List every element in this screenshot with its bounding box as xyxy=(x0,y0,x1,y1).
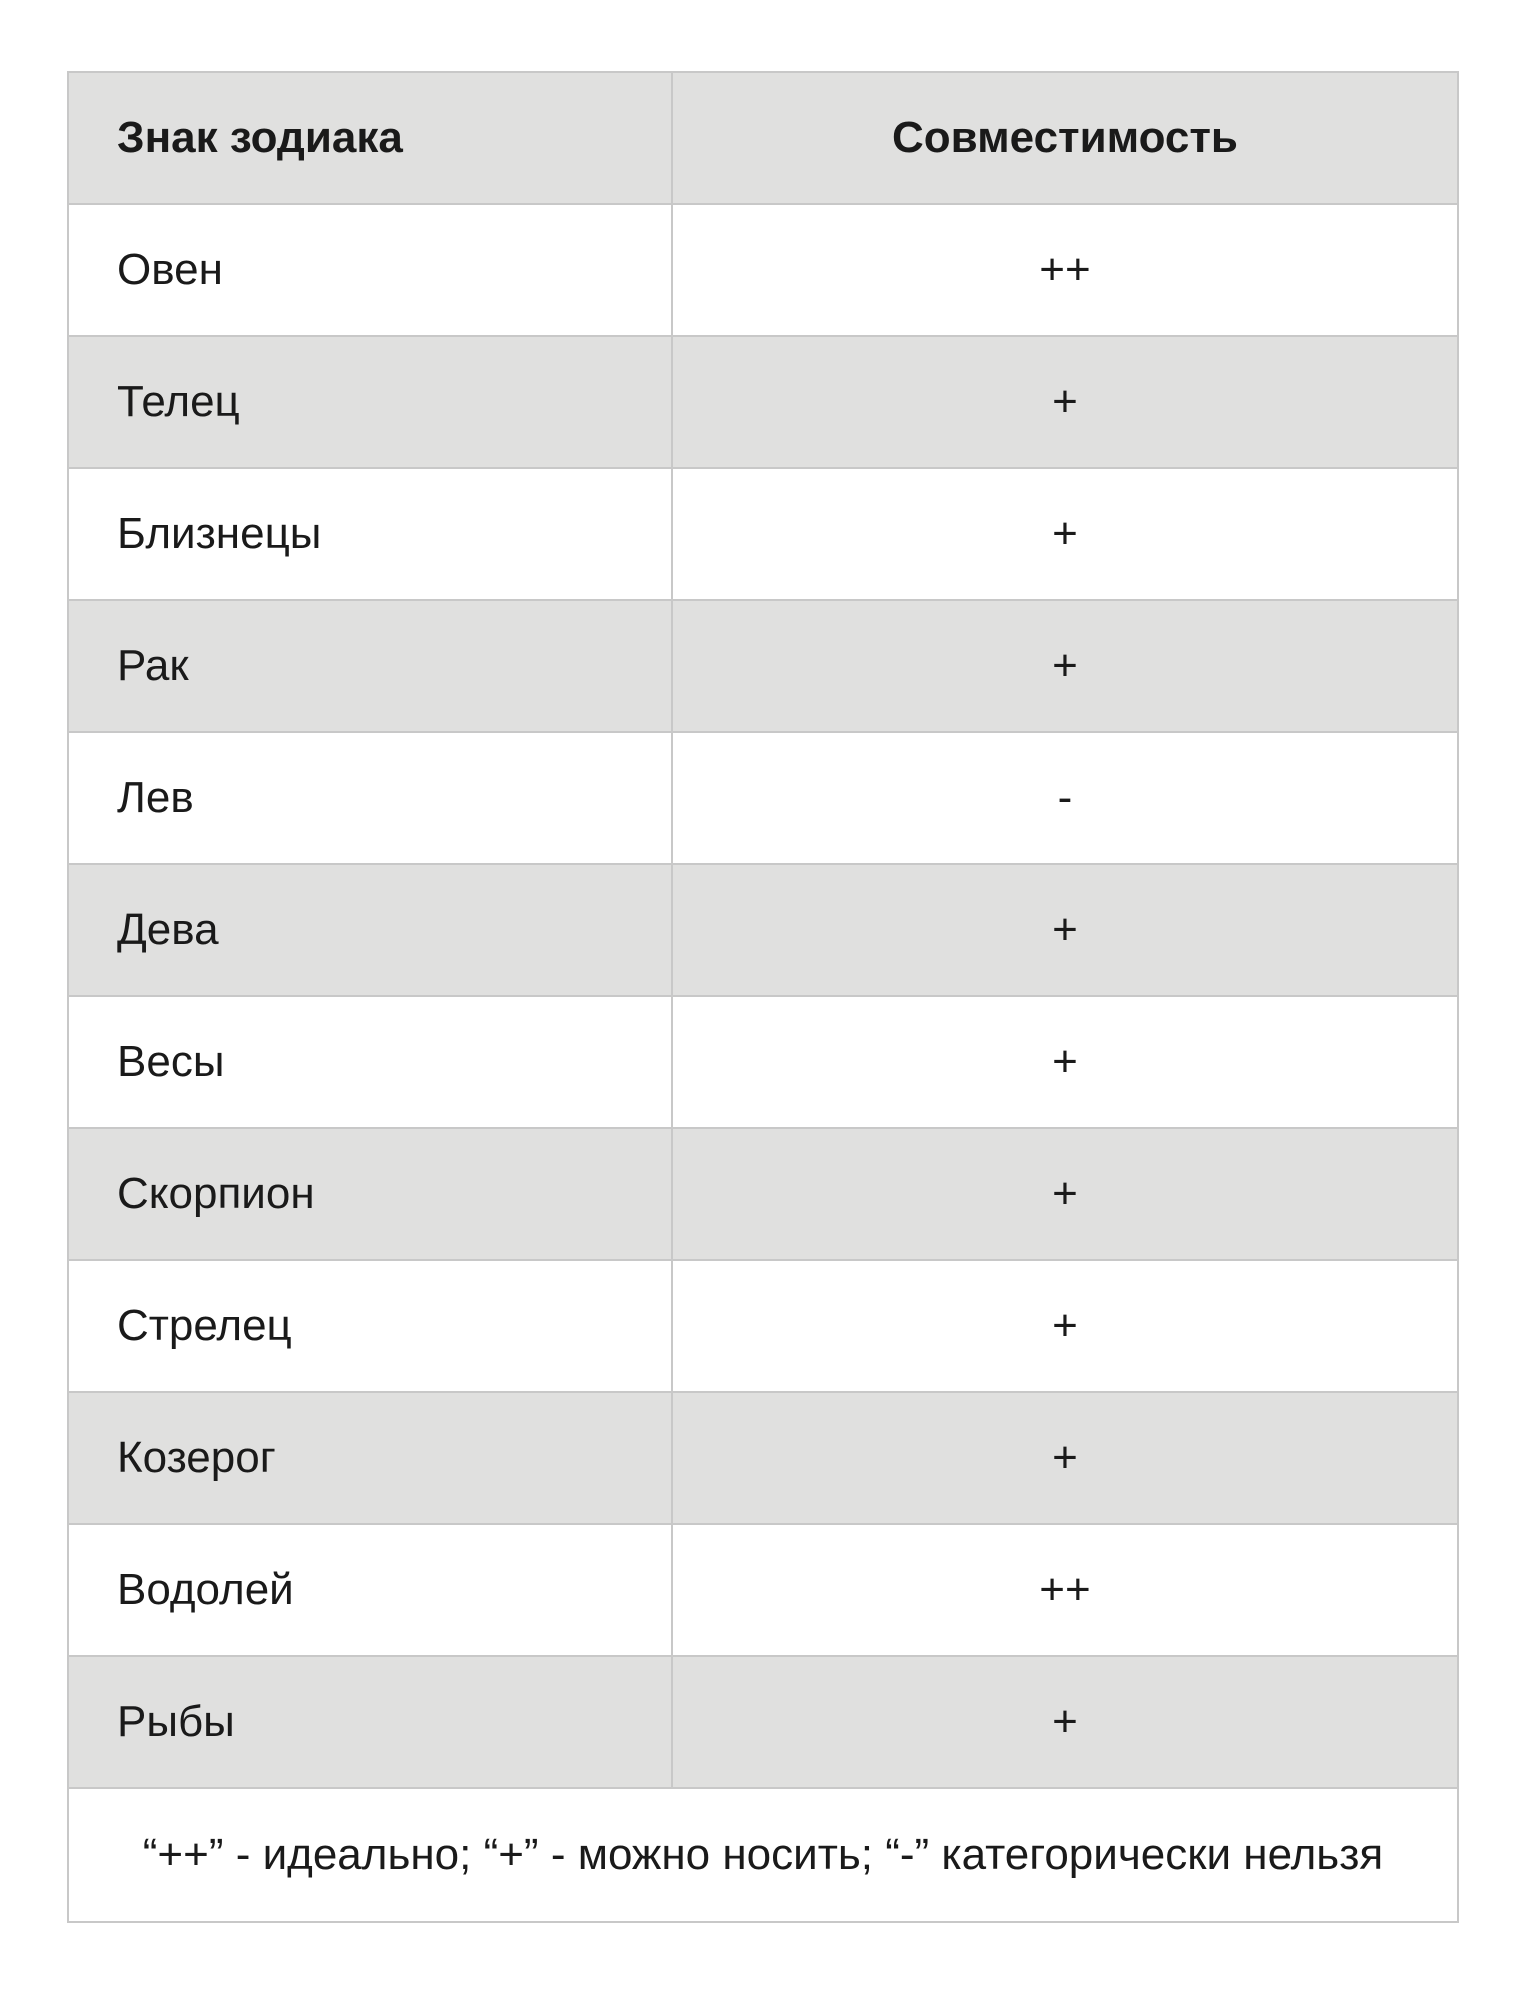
table-row xyxy=(69,997,1457,1129)
sign-cell: Скорпион xyxy=(69,1129,673,1259)
compatibility-cell: + xyxy=(1052,1037,1078,1086)
compatibility-cell: + xyxy=(1052,1697,1078,1746)
sign-cell: Рак xyxy=(69,601,673,731)
compatibility-cell: + xyxy=(1052,509,1078,558)
compatibility-cell: + xyxy=(1052,1433,1078,1482)
zodiac-compatibility-table xyxy=(67,71,1459,1923)
sign-cell: Стрелец xyxy=(69,1261,673,1391)
table-row xyxy=(69,469,1457,601)
compatibility-cell: + xyxy=(1052,641,1078,690)
sign-cell: Дева xyxy=(69,865,673,995)
table-row xyxy=(69,1129,1457,1261)
compatibility-cell: + xyxy=(1052,905,1078,954)
header-sign: Знак зодиака xyxy=(69,73,673,203)
table-row xyxy=(69,601,1457,733)
compatibility-cell: ++ xyxy=(1039,1565,1091,1614)
sign-cell: Рыбы xyxy=(69,1657,673,1787)
sign-cell: Весы xyxy=(69,997,673,1127)
table-row xyxy=(69,205,1457,337)
table-row xyxy=(69,337,1457,469)
compatibility-cell: ++ xyxy=(1039,245,1091,294)
compatibility-cell: + xyxy=(1052,377,1078,426)
table-row xyxy=(69,1261,1457,1393)
compatibility-cell: + xyxy=(1052,1169,1078,1218)
compatibility-cell: + xyxy=(1052,1301,1078,1350)
legend-footnote: “++” - идеально; “+” - можно носить; “-” категорически нельзя xyxy=(69,1789,1457,1921)
compatibility-cell: - xyxy=(1057,773,1073,822)
sign-cell: Близнецы xyxy=(69,469,673,599)
table-row xyxy=(69,1525,1457,1657)
header-compatibility: Совместимость xyxy=(892,113,1238,162)
table-row xyxy=(69,1393,1457,1525)
sign-cell: Козерог xyxy=(69,1393,673,1523)
sign-cell: Лев xyxy=(69,733,673,863)
sign-cell: Овен xyxy=(69,205,673,335)
table-row xyxy=(69,733,1457,865)
table-header-row xyxy=(69,73,1457,205)
table-row xyxy=(69,865,1457,997)
table-row xyxy=(69,1657,1457,1789)
sign-cell: Водолей xyxy=(69,1525,673,1655)
sign-cell: Телец xyxy=(69,337,673,467)
